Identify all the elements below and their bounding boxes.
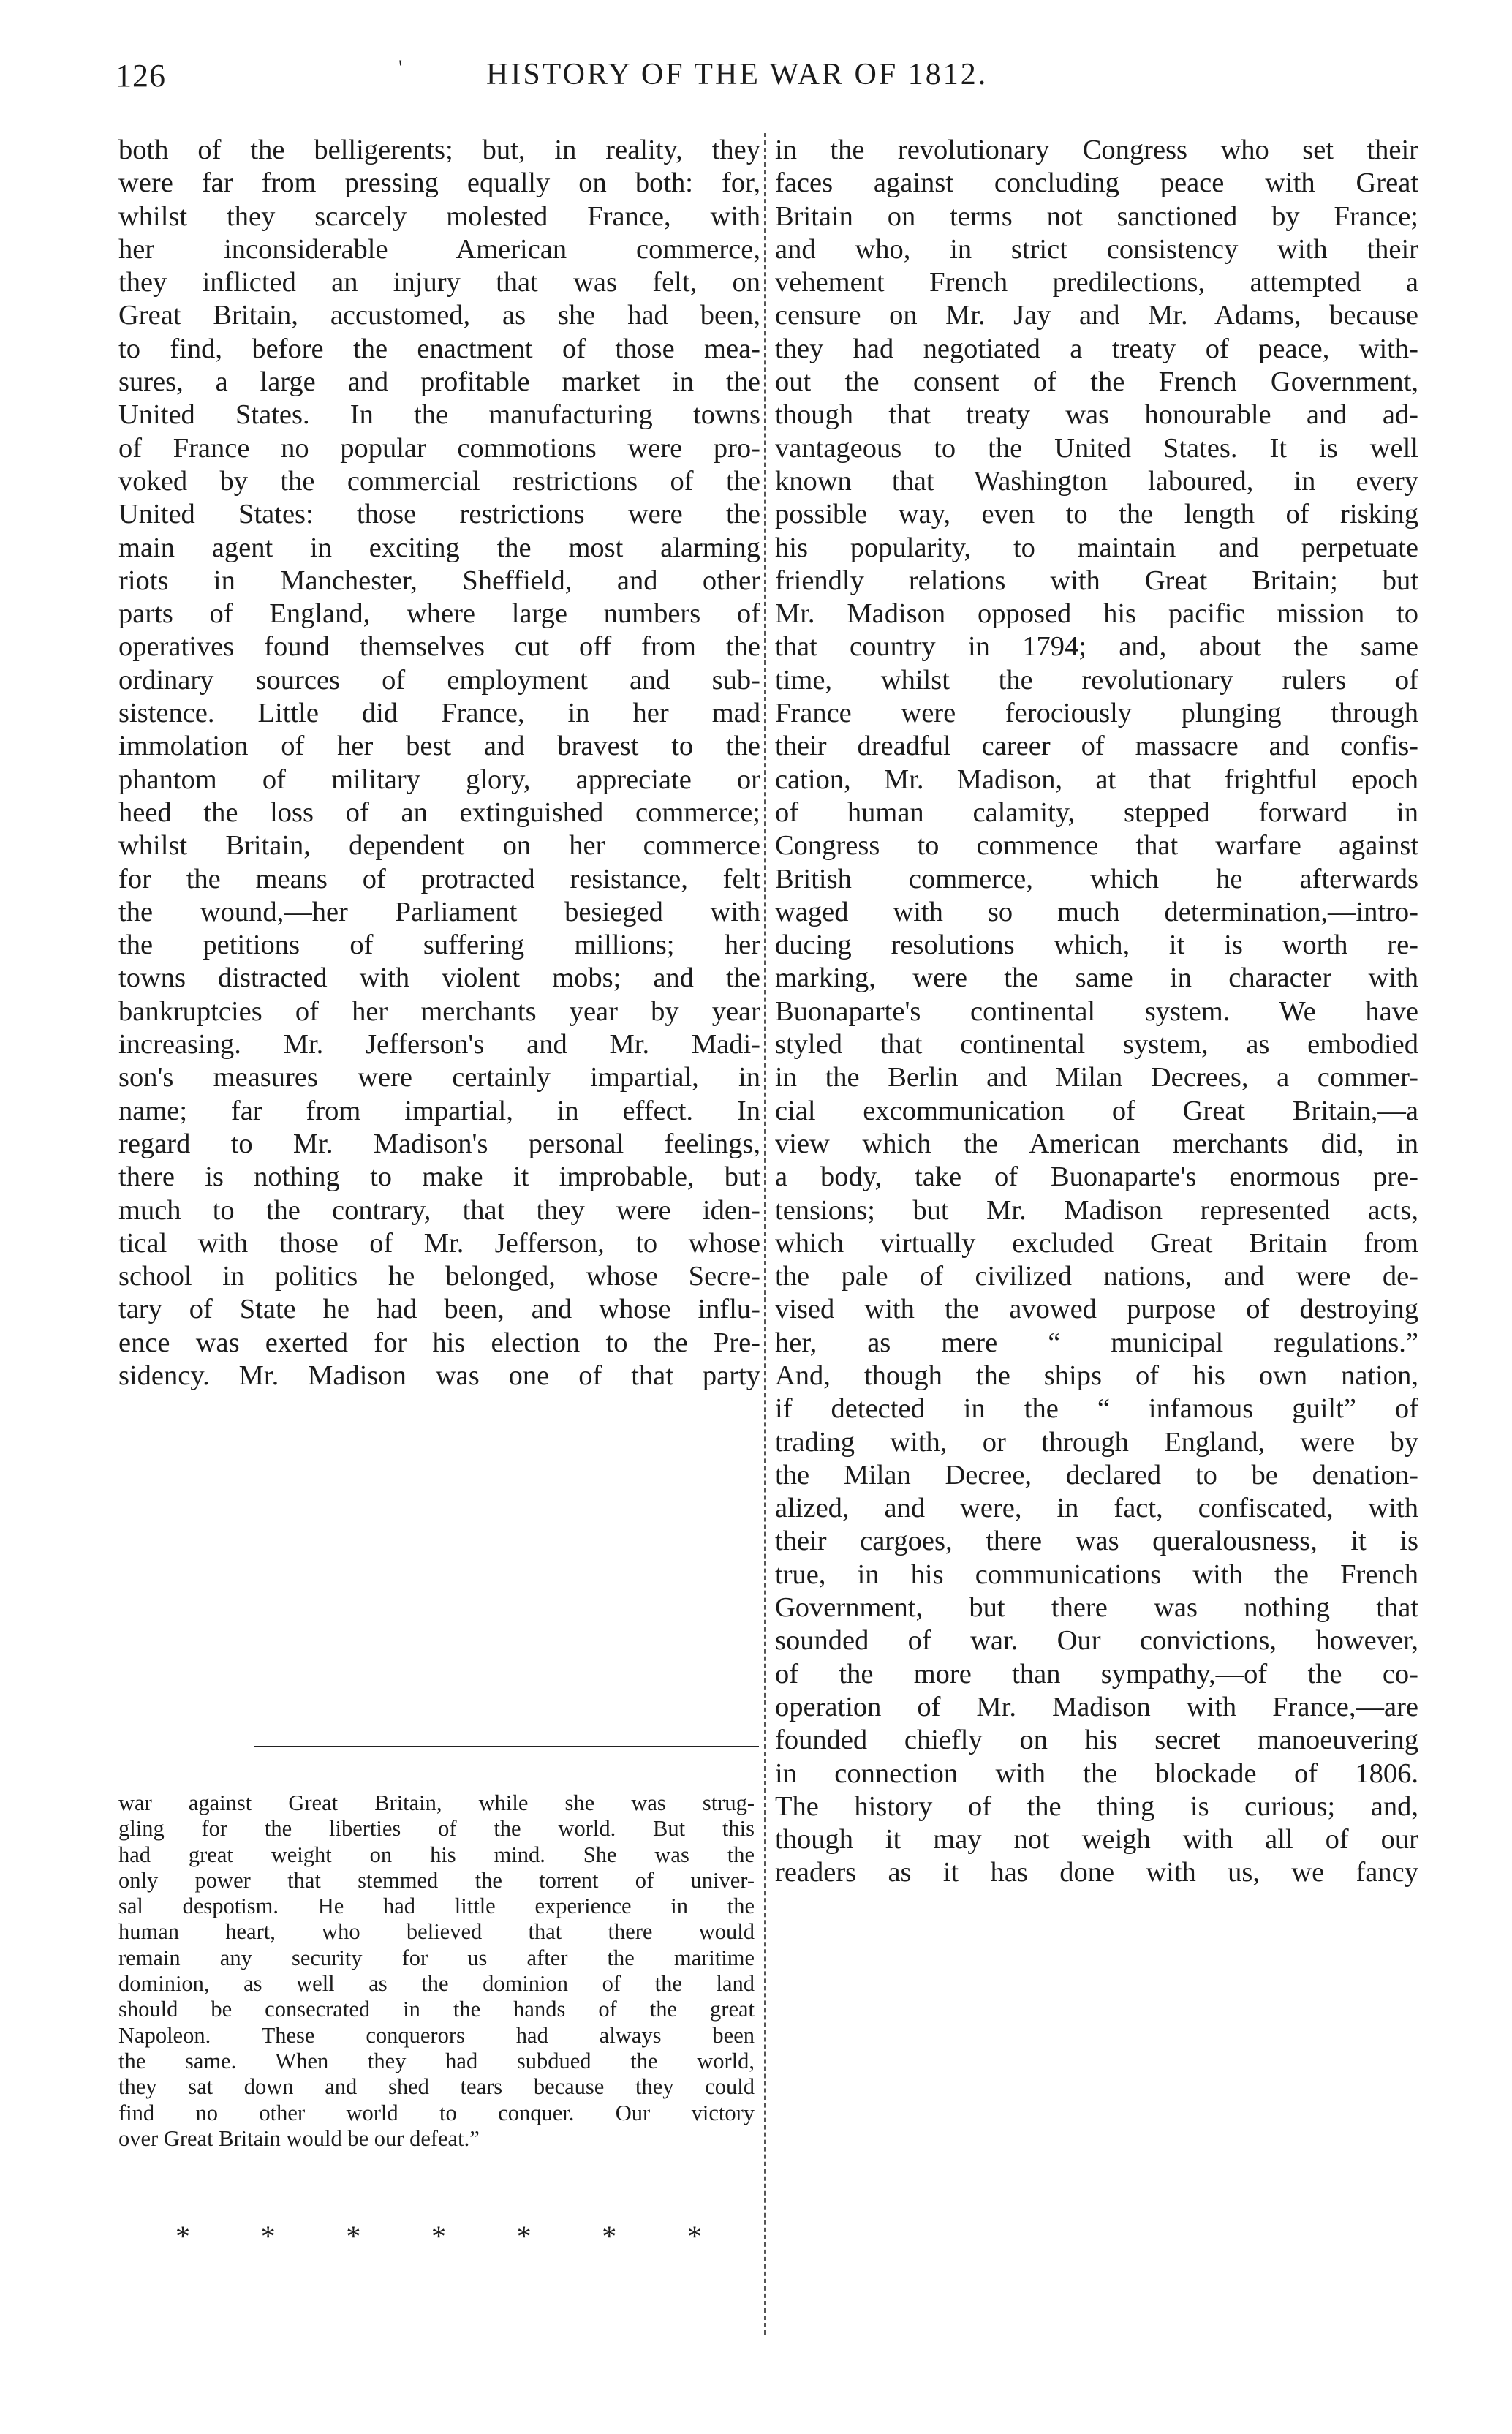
right-column-line: marking, were the same in character with — [775, 962, 1418, 994]
asterism-star: * — [687, 2220, 702, 2253]
right-column-line: tensions; but Mr. Madison represented acts, — [775, 1194, 1418, 1226]
left-column-line: Great Britain, accustomed, as she had been, — [118, 300, 760, 331]
left-column-line: parts of England, where large numbers of — [118, 598, 760, 630]
right-column-line: her, as mere “ municipal regulations.” — [775, 1327, 1418, 1358]
left-column-line: sidency. Mr. Madison was one of that party — [118, 1360, 760, 1391]
asterism-star: * — [516, 2220, 532, 2253]
left-column-line: for the means of protracted resistance, felt — [118, 863, 760, 894]
right-column-line: France were ferociously plunging through — [775, 698, 1418, 729]
left-column-line: immolation of her best and bravest to the — [118, 731, 760, 762]
right-column-line: in the Berlin and Milan Decrees, a commer- — [775, 1062, 1418, 1093]
right-column-line: their dreadful career of massacre and confis- — [775, 731, 1418, 762]
right-column-line: British commerce, which he afterwards — [775, 863, 1418, 894]
right-column-line: operation of Mr. Madison with France,—are — [775, 1691, 1418, 1722]
right-column-line: The history of the thing is curious; and, — [775, 1790, 1418, 1822]
footnote-line: gling for the liberties of the world. But this — [118, 1816, 755, 1842]
right-column-line: known that Washington laboured, in every — [775, 465, 1418, 497]
right-column-line: ducing resolutions which, it is worth re- — [775, 930, 1418, 961]
footnote-line: should be consecrated in the hands of the great — [118, 1997, 755, 2022]
right-column-line: in the revolutionary Congress who set their — [775, 135, 1418, 165]
right-column-line: faces against concluding peace with Great — [775, 167, 1418, 199]
left-column-line: the wound,—her Parliament besieged with — [118, 896, 760, 927]
asterism — [175, 2219, 702, 2253]
right-column-line: Mr. Madison opposed his pacific mission to — [775, 598, 1418, 630]
asterism-star: * — [260, 2220, 276, 2253]
footnote — [118, 1790, 755, 2152]
right-column-line: their cargoes, there was queralousness, it is — [775, 1526, 1418, 1557]
left-column-line: school in politics he belonged, whose Secre- — [118, 1261, 760, 1292]
right-column-line: they had negotiated a treaty of peace, with- — [775, 333, 1418, 364]
header-mark: ' — [398, 56, 403, 80]
right-column-line: cial excommunication of Great Britain,—a — [775, 1095, 1418, 1126]
left-column-line: they inflicted an injury that was felt, on — [118, 267, 760, 298]
right-column-line: cation, Mr. Madison, at that frightful epoch — [775, 764, 1418, 795]
left-column-line: the petitions of suffering millions; her — [118, 930, 760, 961]
footnote-line: over Great Britain would be our defeat.” — [118, 2125, 480, 2151]
footnote-line: war against Great Britain, while she was strug- — [118, 1790, 755, 1815]
right-column-line: view which the American merchants did, in — [775, 1128, 1418, 1159]
right-column-line: founded chiefly on his secret manoeuvering — [775, 1725, 1418, 1756]
left-column-line: of France no popular commotions were pro- — [118, 432, 760, 464]
right-column-line: and who, in strict consistency with their — [775, 233, 1418, 265]
left-column-line: much to the contrary, that they were iden- — [118, 1194, 760, 1226]
left-column-line: towns distracted with violent mobs; and the — [118, 962, 760, 994]
footnote-line: find no other world to conquer. Our victory — [118, 2100, 755, 2125]
asterism-star: * — [346, 2220, 361, 2253]
right-column-line: a body, take of Buonaparte's enormous pre- — [775, 1161, 1418, 1193]
right-column-line: Buonaparte's continental system. We have — [775, 995, 1418, 1027]
left-column-line: voked by the commercial restrictions of the — [118, 465, 760, 497]
left-column-line: ence was exerted for his election to the Pre- — [118, 1327, 760, 1358]
right-column-line: vantageous to the United States. It is well — [775, 432, 1418, 464]
left-column-line: riots in Manchester, Sheffield, and other — [118, 565, 760, 596]
left-column-line: both of the belligerents; but, in reality, they — [118, 135, 760, 165]
right-column-line: in connection with the blockade of 1806. — [775, 1757, 1418, 1789]
right-column-line: censure on Mr. Jay and Mr. Adams, because — [775, 300, 1418, 331]
footnote-line: the same. When they had subdued the world, — [118, 2048, 755, 2073]
left-column-line: her inconsiderable American commerce, — [118, 233, 760, 265]
left-column-line: ordinary sources of employment and sub- — [118, 664, 760, 696]
footnote-line: Napoleon. These conquerors had always been — [118, 2022, 755, 2048]
right-column-line: possible way, even to the length of risking — [775, 499, 1418, 530]
right-column-line: though it may not weigh with all of our — [775, 1824, 1418, 1855]
right-column-line: of the more than sympathy,—of the co- — [775, 1658, 1418, 1689]
right-column-line: waged with so much determination,—intro- — [775, 896, 1418, 927]
left-column-line: tary of State he had been, and whose influ- — [118, 1294, 760, 1325]
right-column-line: which virtually excluded Great Britain from — [775, 1227, 1418, 1259]
left-column-line: heed the loss of an extinguished commerce; — [118, 796, 760, 828]
footnote-line: dominion, as well as the dominion of the land — [118, 1971, 755, 1997]
right-column-line: And, though the ships of his own nation, — [775, 1360, 1418, 1391]
left-column-line: phantom of military glory, appreciate or — [118, 764, 760, 795]
right-column-line: Congress to commence that warfare against — [775, 830, 1418, 862]
left-column-line: were far from pressing equally on both: for, — [118, 167, 760, 199]
left-column-line: main agent in exciting the most alarming — [118, 532, 760, 563]
page-header — [0, 57, 1512, 101]
asterism-star: * — [175, 2220, 190, 2253]
footnote-line: human heart, who believed that there would — [118, 1919, 755, 1945]
left-column — [118, 134, 760, 1393]
left-column-line: increasing. Mr. Jefferson's and Mr. Madi- — [118, 1029, 760, 1060]
left-column-line: whilst Britain, dependent on her commerce — [118, 830, 760, 862]
page-number: 126 — [116, 58, 166, 94]
left-column-line: to find, before the enactment of those mea- — [118, 333, 760, 364]
right-column-line: styled that continental system, as embodied — [775, 1029, 1418, 1060]
right-column-line: Government, but there was nothing that — [775, 1592, 1418, 1624]
right-column-line: the pale of civilized nations, and were de- — [775, 1261, 1418, 1292]
right-column-line: Britain on terms not sanctioned by France; — [775, 200, 1418, 232]
right-column-line: readers as it has done with us, we fancy — [775, 1857, 1418, 1888]
left-column-line: sures, a large and profitable market in the — [118, 366, 760, 398]
right-column-line: though that treaty was honourable and ad- — [775, 399, 1418, 431]
asterism-star: * — [431, 2220, 446, 2253]
running-title: HISTORY OF THE WAR OF 1812. — [486, 58, 989, 91]
right-column-line: true, in his communications with the French — [775, 1559, 1418, 1590]
left-column-line: tical with those of Mr. Jefferson, to whose — [118, 1227, 760, 1259]
right-column — [775, 134, 1418, 1890]
right-column-line: out the consent of the French Government, — [775, 366, 1418, 398]
asterism-star: * — [602, 2220, 617, 2253]
right-column-line: alized, and were, in fact, confiscated, with — [775, 1493, 1418, 1524]
right-column-line: trading with, or through England, were by — [775, 1426, 1418, 1458]
footnote-line: sal despotism. He had little experience in the — [118, 1894, 755, 1919]
right-column-line: friendly relations with Great Britain; but — [775, 565, 1418, 596]
right-column-line: that country in 1794; and, about the same — [775, 631, 1418, 663]
right-column-line: of human calamity, stepped forward in — [775, 796, 1418, 828]
left-column-line: bankruptcies of her merchants year by year — [118, 995, 760, 1027]
left-column-line: United States: those restrictions were the — [118, 499, 760, 530]
left-column-line: regard to Mr. Madison's personal feelings, — [118, 1128, 760, 1159]
footnote-line: only power that stemmed the torrent of univer- — [118, 1867, 755, 1893]
footnote-line: remain any security for us after the maritime — [118, 1945, 755, 1970]
right-column-line: time, whilst the revolutionary rulers of — [775, 664, 1418, 696]
left-column-line: operatives found themselves cut off from the — [118, 631, 760, 663]
right-column-line: vehement French predilections, attempted a — [775, 267, 1418, 298]
right-column-line: his popularity, to maintain and perpetuate — [775, 532, 1418, 563]
right-column-line: if detected in the “ infamous guilt” of — [775, 1393, 1418, 1425]
footnote-line: had great weight on his mind. She was the — [118, 1842, 755, 1867]
footnote-rule — [254, 1746, 759, 1747]
right-column-line: vised with the avowed purpose of destroying — [775, 1294, 1418, 1325]
left-column-line: United States. In the manufacturing towns — [118, 399, 760, 431]
footnote-line: they sat down and shed tears because they could — [118, 2074, 755, 2100]
left-column-line: name; far from impartial, in effect. In — [118, 1095, 760, 1126]
left-column-line: son's measures were certainly impartial, in — [118, 1062, 760, 1093]
left-column-line: whilst they scarcely molested France, with — [118, 200, 760, 232]
left-column-line: there is nothing to make it improbable, but — [118, 1161, 760, 1193]
left-column-line: sistence. Little did France, in her mad — [118, 698, 760, 729]
right-column-line: sounded of war. Our convictions, however, — [775, 1625, 1418, 1657]
right-column-line: the Milan Decree, declared to be denation- — [775, 1459, 1418, 1491]
column-divider — [764, 133, 766, 2335]
